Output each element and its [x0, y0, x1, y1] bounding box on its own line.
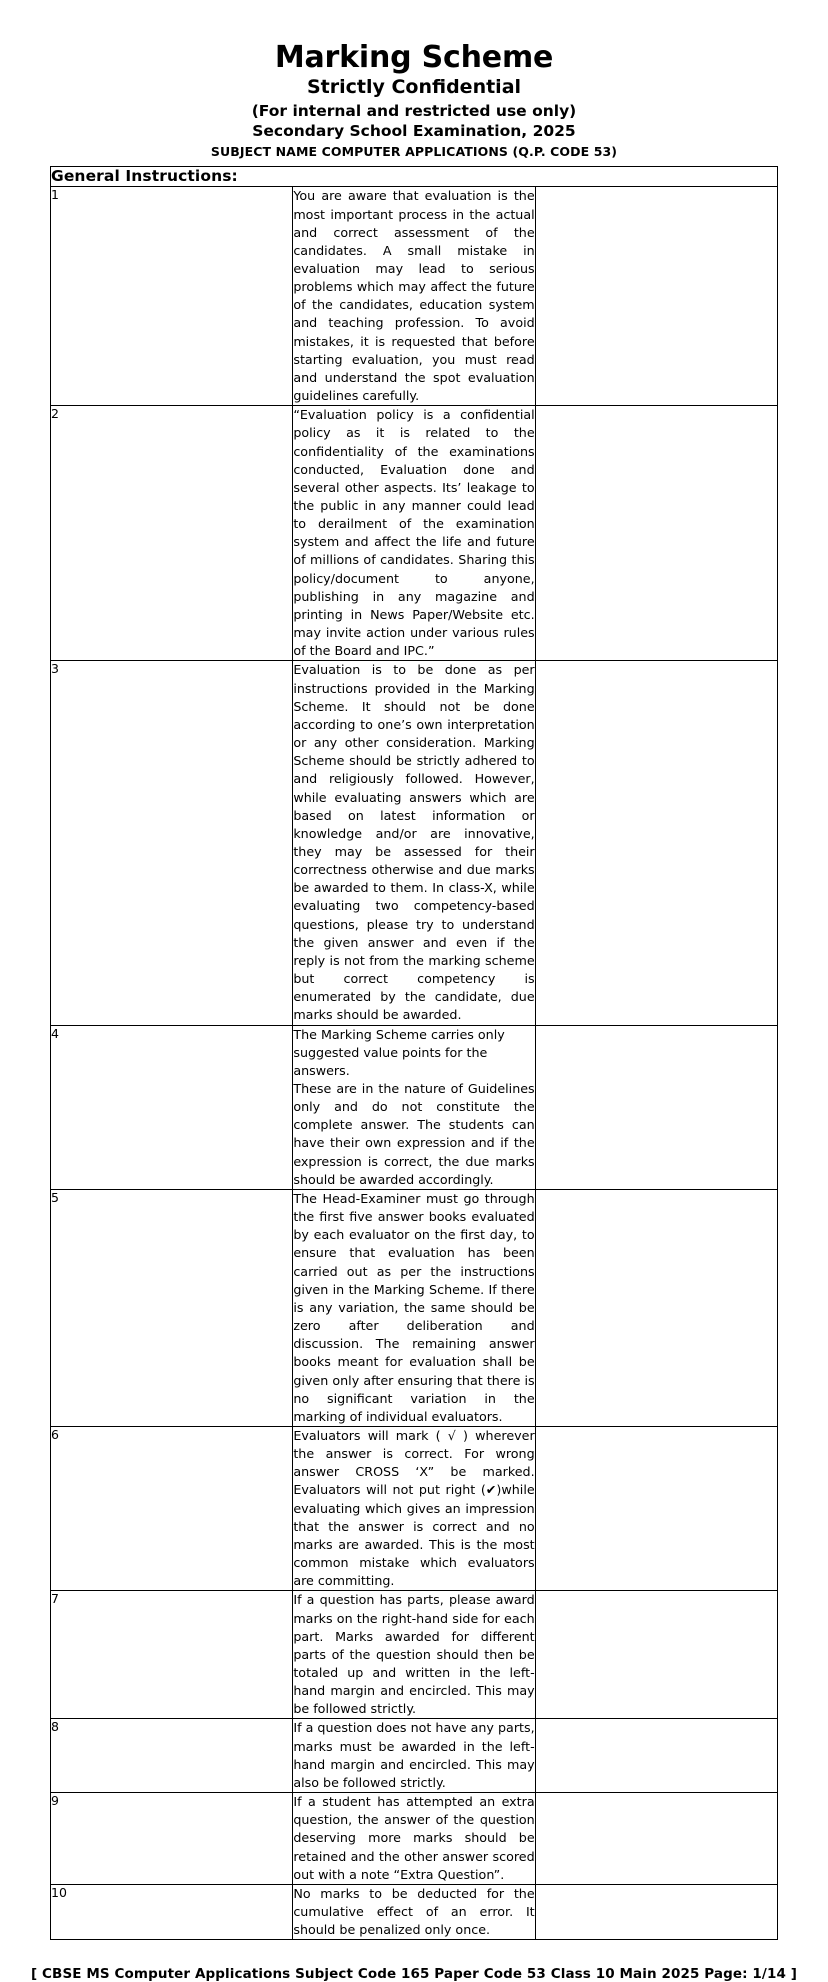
marks-cell: [535, 1719, 777, 1793]
subject-line: SUBJECT NAME COMPUTER APPLICATIONS (Q.P. CODE 53): [210, 143, 618, 159]
row-number: 8: [51, 1719, 293, 1793]
row-number: 7: [51, 1591, 293, 1719]
instruction-text: If a question has parts, please award marks on the right-hand side for each part. Marks awarded for different parts of the question should then be totaled up and written in the left-hand margin and encircled. This may be followed strictly.: [293, 1592, 535, 1717]
row-number: 3: [51, 661, 293, 1025]
table-row: [51, 1426, 778, 1590]
table-row: [51, 1189, 778, 1426]
document-header: [0, 0, 828, 159]
instruction-text: Evaluation is to be done as per instructions provided in the Marking Scheme. It should not be done according to one’s own interpretation or any other consideration. Marking Scheme should be strictly adhered to and religiously followed. However, while evaluating answers which are based on latest information or knowledge and/or are innovative, they may be assessed for their correctness otherwise and due marks be awarded to them. In class-X, while evaluating two competency-based questions, please try to understand the given answer and even if the reply is not from the marking scheme but correct competency is enumerated by the candidate, due marks should be awarded.: [293, 662, 535, 1023]
instruction-text-part-c: )while evaluating which gives an impression that the answer is correct and no marks are awarded. This is the most common mistake which evaluators are committing.: [293, 1482, 535, 1589]
instruction-text: If a question does not have any parts, marks must be awarded in the left-hand margin and encircled. This may also be followed strictly.: [293, 1720, 535, 1790]
table-heading: General Instructions:: [51, 166, 778, 186]
row-number: 6: [51, 1426, 293, 1590]
row-content: [293, 1426, 535, 1590]
marks-cell: [535, 406, 777, 661]
instruction-text: You are aware that evaluation is the most important process in the actual and correct assessment of the candidates. A small mistake in evaluation may lead to serious problems which may affect the future of the candidates, education system and teaching profession. To avoid mistakes, it is requested that before starting evaluation, you must read and understand the spot evaluation guidelines carefully.: [293, 188, 535, 404]
check-bold-icon: ✔: [485, 1482, 497, 1498]
instruction-text: If a student has attempted an extra question, the answer of the question deserving more marks should be retained and the other answer scored out with a note “Extra Question”.: [293, 1794, 535, 1882]
table-row: [51, 1025, 778, 1189]
marks-cell: [535, 1591, 777, 1719]
instruction-text: “Evaluation policy is a confidential policy as it is related to the confidentiality of the examinations conducted, Evaluation done and several other aspects. Its’ leakage to the public in any manner could lead to derailment of the examination system and affect the life and future of millions of candidates. Sharing this policy/document to anyone, publishing in any magazine and printing in News Paper/Website etc. may invite action under various rules of the Board and IPC.”: [293, 407, 535, 659]
marks-cell: [535, 661, 777, 1025]
row-number: 1: [51, 187, 293, 406]
row-content: [293, 661, 535, 1025]
instruction-text-line1: The Marking Scheme carries only suggested value points for the answers.: [293, 1026, 505, 1078]
row-content: [293, 187, 535, 406]
check-thin-icon: √: [447, 1427, 456, 1443]
row-content: [293, 1884, 535, 1939]
row-number: 10: [51, 1884, 293, 1939]
row-number: 9: [51, 1793, 293, 1885]
row-content: [293, 406, 535, 661]
table-row: [51, 1719, 778, 1793]
row-content: [293, 1793, 535, 1885]
row-content: [293, 1719, 535, 1793]
instruction-text-part-b: ) wherever the answer is correct. For wrong answer CROSS ‘X” be marked. Evaluators will not put right (: [293, 1427, 535, 1498]
table-row: [51, 1591, 778, 1719]
instruction-text: [293, 1427, 534, 1590]
row-content: [293, 1189, 535, 1426]
marks-cell: [535, 1189, 777, 1426]
usage-note: (For internal and restricted use only): [251, 101, 577, 120]
row-content: [293, 1025, 535, 1189]
table-row: [51, 187, 778, 406]
table-row: [51, 661, 778, 1025]
document-subtitle: Strictly Confidential: [306, 76, 522, 99]
instruction-text: The Head-Examiner must go through the first five answer books evaluated by each evaluator on the first day, to ensure that evaluation has been carried out as per the instructions given in the Marking Scheme. If there is any variation, the same should be zero after deliberation and discussion. The remaining answer books meant for evaluation shall be given only after ensuring that there is no significant variation in the marking of individual evaluators.: [293, 1190, 535, 1424]
general-instructions-table-wrapper: [50, 166, 778, 1940]
row-content: [293, 1591, 535, 1719]
marks-cell: [535, 187, 777, 406]
table-header-row: [51, 166, 778, 186]
instruction-text: No marks to be deducted for the cumulative effect of an error. It should be penalized only once.: [293, 1885, 535, 1938]
table-row: [51, 1884, 778, 1939]
marks-cell: [535, 1793, 777, 1885]
row-number: 2: [51, 406, 293, 661]
marks-cell: [535, 1884, 777, 1939]
marks-cell: [535, 1426, 777, 1590]
examination-name: Secondary School Examination, 2025: [252, 122, 576, 141]
page-footer: [ CBSE MS Computer Applications Subject Code 165 Paper Code 53 Class 10 Main 2025 Page: 1/14 ]: [30, 1966, 798, 1982]
table-row: [51, 406, 778, 661]
marks-cell: [535, 1025, 777, 1189]
row-number: 4: [51, 1025, 293, 1189]
row-number: 5: [51, 1189, 293, 1426]
general-instructions-table: [50, 166, 778, 1940]
instruction-text: These are in the nature of Guidelines only and do not constitute the complete answer. The students can have their own expression and if the expression is correct, the due marks should be awarded accordingly.: [293, 1081, 535, 1187]
instruction-text-part-a: Evaluators will mark (: [293, 1427, 448, 1443]
page-title: Marking Scheme: [274, 40, 554, 75]
table-row: [51, 1793, 778, 1885]
